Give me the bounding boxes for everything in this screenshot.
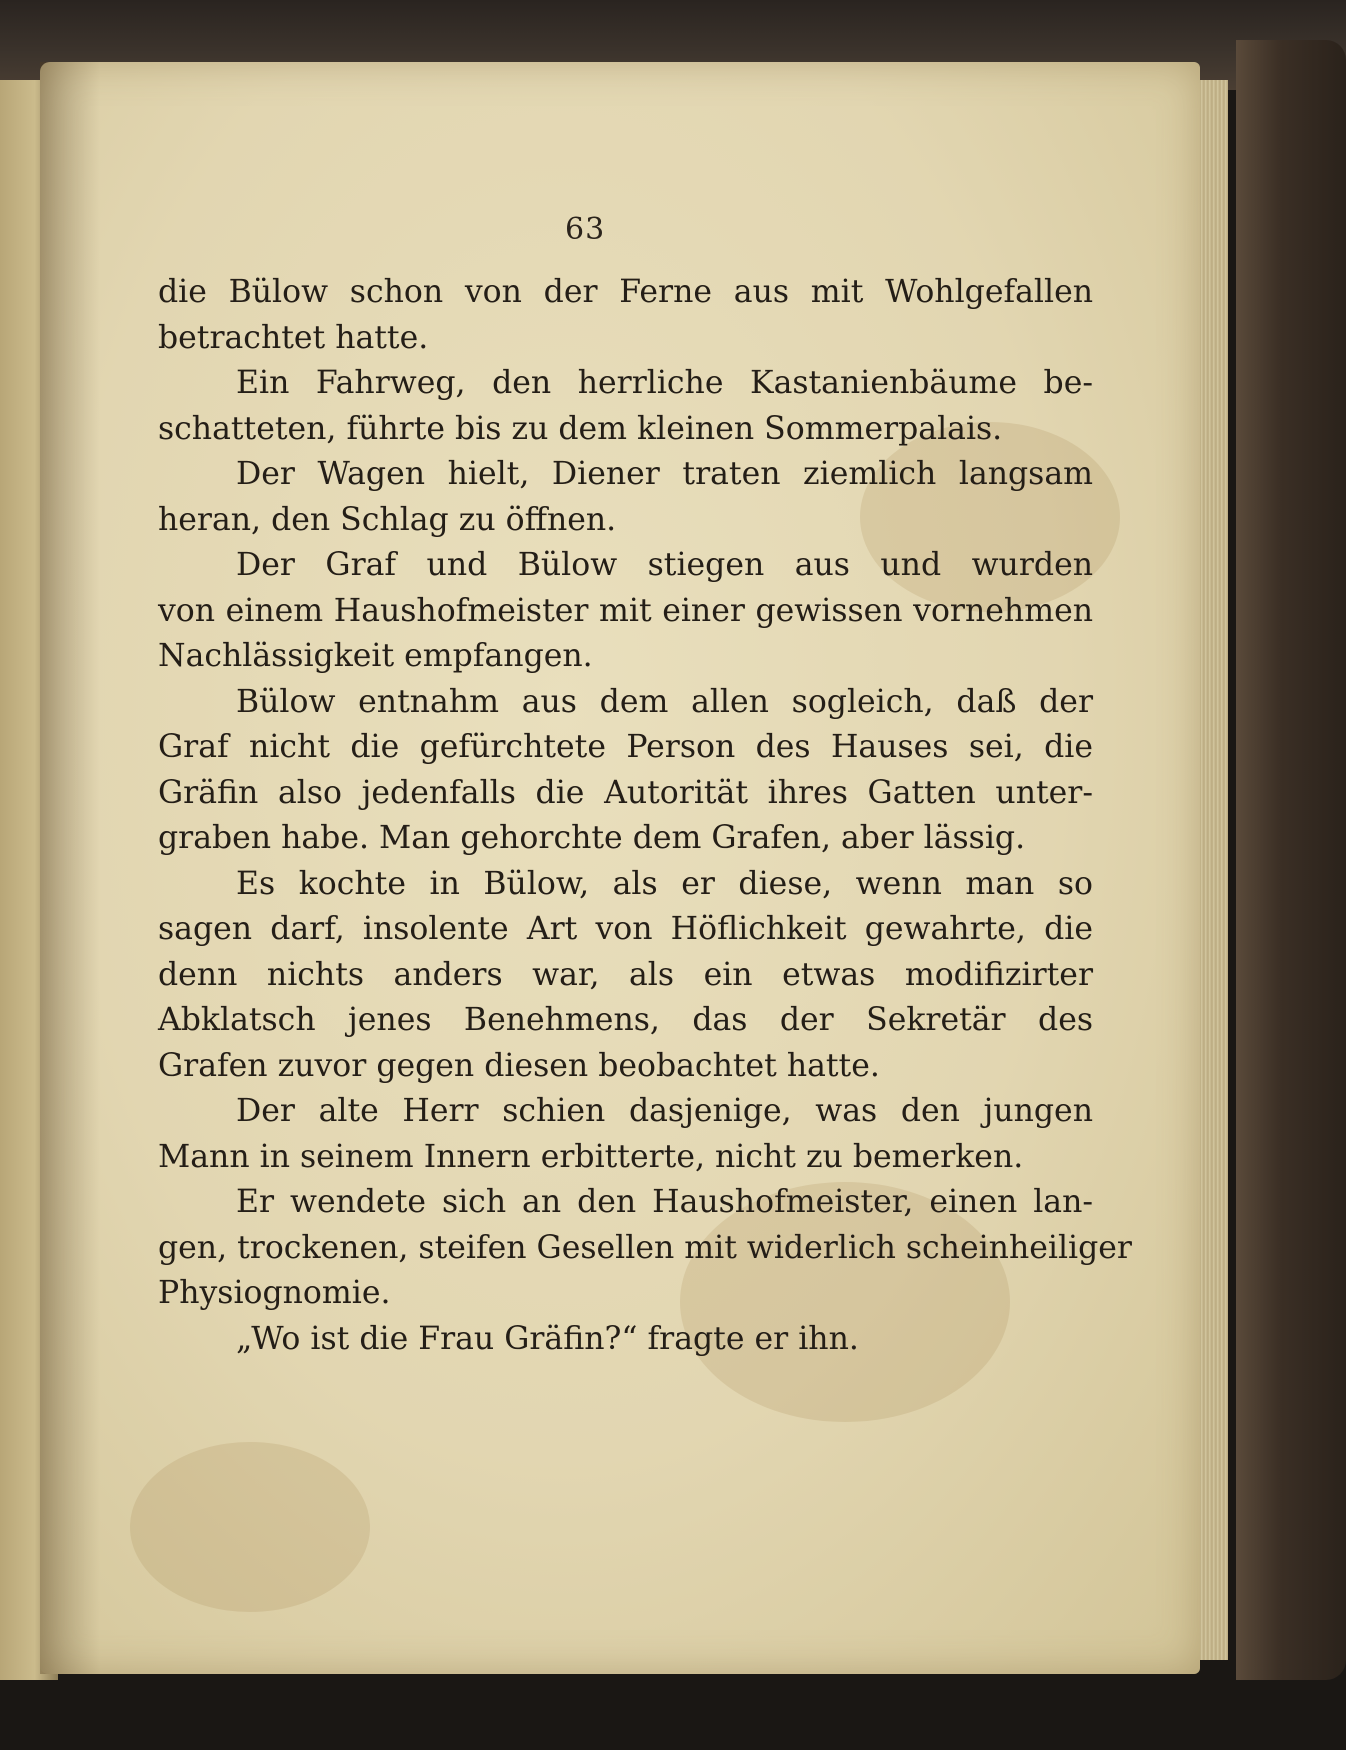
text-line: Es kochte in Bülow, als er diese, wenn man so <box>236 865 1093 902</box>
page-number: 63 <box>565 212 606 247</box>
text-line: sagen darf, insolente Art von Höflichkeit gewahrte, die <box>158 911 1093 947</box>
text-line: Mann in seinem Innern erbitterte, nicht zu bemerken. <box>158 1138 1024 1175</box>
text-line: Ein Fahrweg, den herrliche Kastanienbäume be- <box>236 365 1093 401</box>
text-line: Gräfin also jedenfalls die Autorität ihres Gatten unter- <box>158 774 1093 811</box>
page-body-text <box>158 270 1132 1362</box>
text-line: graben habe. Man gehorchte dem Grafen, aber lässig. <box>158 820 1026 856</box>
text-line: Abklatsch jenes Benehmens, das der Sekretär des <box>158 1002 1093 1038</box>
text-line: „Wo ist die Frau Gräfin?“ fragte er ihn. <box>236 1320 859 1357</box>
book-page <box>40 62 1200 1674</box>
text-line: Der Graf und Bülow stiegen aus und wurden <box>236 547 1093 583</box>
text-line: betrachtet hatte. <box>158 319 429 356</box>
text-line: von einem Haushofmeister mit einer gewissen vornehmen <box>158 592 1093 629</box>
paper-stain <box>130 1442 370 1612</box>
text-line: Graf nicht die gefürchtete Person des Hauses sei, die <box>158 729 1093 765</box>
book-cover-right <box>1236 40 1346 1680</box>
text-line: heran, den Schlag zu öffnen. <box>158 501 617 538</box>
text-line: schatteten, führte bis zu dem kleinen Sommerpalais. <box>158 410 1003 447</box>
text-line: Der Wagen hielt, Diener traten ziemlich langsam <box>236 456 1093 492</box>
text-line: gen, trockenen, steifen Gesellen mit widerlich scheinheiliger <box>158 1229 1132 1266</box>
text-line: Der alte Herr schien dasjenige, was den jungen <box>236 1093 1093 1129</box>
text-line: Physiognomie. <box>158 1275 391 1311</box>
text-line: Bülow entnahm aus dem allen sogleich, daß der <box>236 683 1093 720</box>
text-line: denn nichts anders war, als ein etwas modifizirter <box>158 956 1093 993</box>
text-line: Er wendete sich an den Haushofmeister, einen lan- <box>236 1184 1093 1220</box>
page-gutter-shadow <box>40 62 100 1674</box>
text-line: Nachlässigkeit empfangen. <box>158 638 593 674</box>
text-line: die Bülow schon von der Ferne aus mit Wohlgefallen <box>158 274 1093 310</box>
text-line: Grafen zuvor gegen diesen beobachtet hatte. <box>158 1047 880 1084</box>
